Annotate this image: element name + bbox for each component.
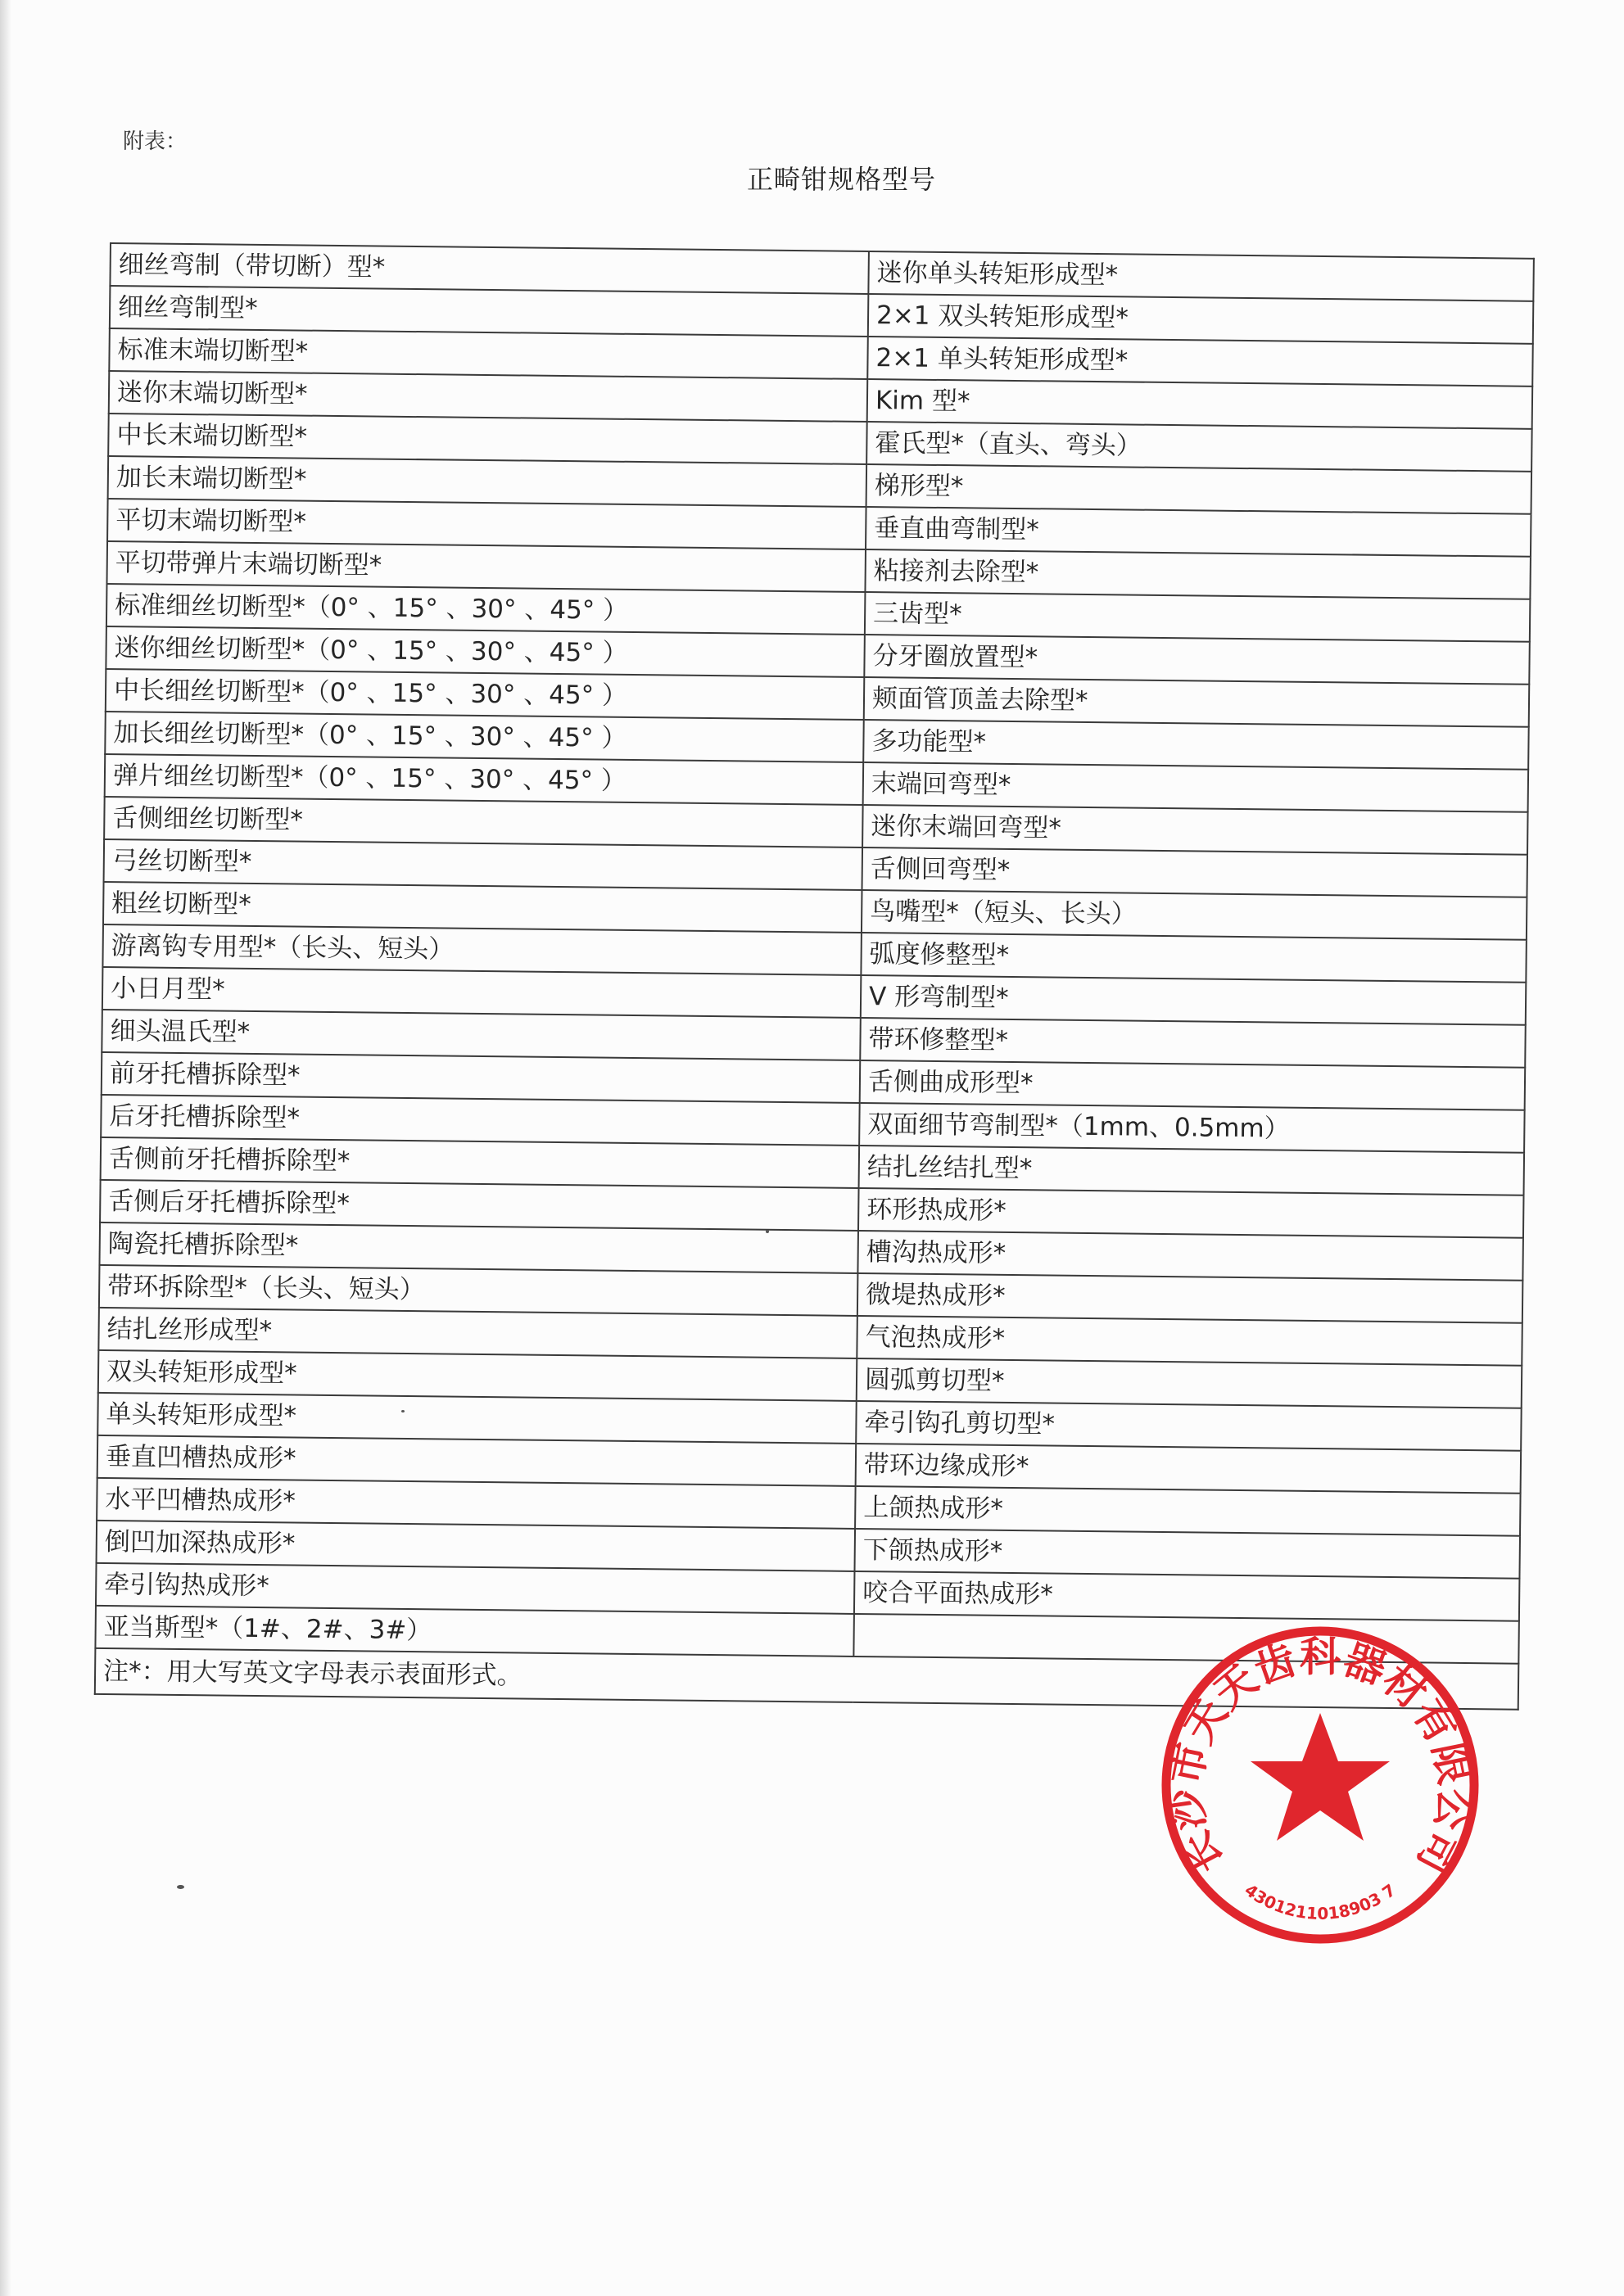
spec-cell-right: 下颌热成形* xyxy=(854,1529,1520,1579)
spec-cell-right: 上颌热成形* xyxy=(855,1486,1521,1536)
spec-cell-right: 粘接剂去除型* xyxy=(865,549,1531,599)
spec-cell-left: 牵引钩热成形* xyxy=(96,1563,855,1614)
spec-cell-right: 微堤热成形* xyxy=(857,1273,1523,1323)
spec-cell-right: 2×1 单头转矩形成型* xyxy=(867,337,1533,386)
company-seal xyxy=(1156,1621,1484,1949)
spec-cell-left: 弓丝切断型* xyxy=(104,839,863,890)
spec-cell-right: 带环修整型* xyxy=(860,1018,1526,1068)
spec-cell-right: 鸟嘴型*（短头、长头） xyxy=(862,890,1527,940)
spec-cell-left: 结扎丝形成型* xyxy=(98,1308,857,1358)
spec-cell-right: 气泡热成形* xyxy=(857,1316,1522,1366)
spec-cell-left: 中长末端切断型* xyxy=(108,414,867,464)
scan-speck xyxy=(766,1230,769,1233)
spec-cell-right: 舌侧回弯型* xyxy=(862,847,1527,897)
spec-cell-right: 双面细节弯制型*（1mm、0.5mm） xyxy=(859,1103,1525,1153)
scan-speck xyxy=(177,1885,184,1889)
spec-cell-right: 弧度修整型* xyxy=(861,933,1527,983)
spec-cell-left: 细头温氏型* xyxy=(102,1010,861,1060)
spec-cell-right: 梯形型* xyxy=(866,464,1532,514)
spec-cell-left: 水平凹槽热成形* xyxy=(97,1478,856,1529)
spec-cell-left: 舌侧前牙托槽拆除型* xyxy=(101,1137,860,1188)
seal-company-name: 长沙市天天齿科器材有限公司 xyxy=(1160,1632,1480,1882)
spec-cell-left: 中长细丝切断型*（0° 、15° 、30° 、45° ） xyxy=(106,669,865,720)
spec-cell-right: V 形弯制型* xyxy=(861,975,1527,1025)
spec-cell-left: 加长细丝切断型*（0° 、15° 、30° 、45° ） xyxy=(105,712,864,762)
spec-cell-right: 霍氏型*（直头、弯头） xyxy=(866,422,1532,472)
spec-cell-left: 单头转矩形成型* xyxy=(97,1393,857,1444)
spec-cell-right: 三齿型* xyxy=(865,592,1531,642)
table-note: 注*：用大写英文字母表示表面形式。 xyxy=(95,1648,1519,1710)
spec-cell-right: 结扎丝结扎型* xyxy=(859,1146,1525,1195)
spec-cell-left: 加长末端切断型* xyxy=(108,456,867,507)
spec-cell-right: 环形热成形* xyxy=(858,1188,1524,1238)
spec-cell-left: 迷你末端切断型* xyxy=(109,371,868,422)
spec-cell-right: 舌侧曲成形型* xyxy=(860,1060,1526,1110)
spec-cell-left: 迷你细丝切断型*（0° 、15° 、30° 、45° ） xyxy=(106,626,865,677)
spec-cell-left: 双头转矩形成型* xyxy=(98,1350,857,1401)
spec-cell-left: 亚当斯型*（1#、2#、3#） xyxy=(95,1606,854,1656)
spec-cell-left: 后牙托槽拆除型* xyxy=(101,1095,860,1146)
spec-cell-left: 细丝弯制（带切断）型* xyxy=(110,243,869,294)
spec-cell-left: 前牙托槽拆除型* xyxy=(102,1052,861,1103)
spec-cell-left: 粗丝切断型* xyxy=(103,882,862,933)
spec-cell-right: 2×1 双头转矩形成型* xyxy=(868,294,1534,344)
spec-cell-left: 游离钩专用型*（长头、短头） xyxy=(102,924,862,975)
spec-cell-right: 分牙圈放置型* xyxy=(864,635,1530,685)
spec-cell-left: 标准细丝切断型*（0° 、15° 、30° 、45° ） xyxy=(106,584,866,635)
spec-cell-right: 圆弧剪切型* xyxy=(857,1358,1522,1408)
spec-cell-right: 牵引钩孔剪切型* xyxy=(856,1401,1522,1451)
spec-cell-left: 舌侧细丝切断型* xyxy=(104,797,863,847)
spec-cell-left: 小日月型* xyxy=(102,967,862,1018)
spec-cell-right: 多功能型* xyxy=(863,720,1529,770)
seal-star-icon xyxy=(1251,1713,1390,1841)
spec-cell-right: 垂直曲弯制型* xyxy=(866,507,1531,557)
spec-cell-right: 末端回弯型* xyxy=(863,762,1529,812)
spec-cell-left: 垂直凹槽热成形* xyxy=(97,1435,857,1486)
spec-cell-left: 平切带弹片末端切断型* xyxy=(106,541,866,592)
attachment-label: 附表： xyxy=(123,129,188,154)
seal-registration-number: 4301211018903 7 xyxy=(1241,1879,1400,1924)
scan-edge-shadow xyxy=(0,0,11,2296)
spec-cell-left: 陶瓷托槽拆除型* xyxy=(99,1223,858,1273)
spec-table xyxy=(94,242,1535,1711)
spec-cell-left: 标准末端切断型* xyxy=(109,328,868,379)
spec-cell-right: 带环边缘成形* xyxy=(856,1444,1522,1494)
spec-cell-left: 平切末端切断型* xyxy=(107,499,866,549)
spec-cell-right: 迷你单头转矩形成型* xyxy=(868,251,1534,301)
spec-cell-left: 弹片细丝切断型*（0° 、15° 、30° 、45° ） xyxy=(105,754,864,805)
spec-cell-left: 带环拆除型*（长头、短头） xyxy=(99,1265,858,1316)
spec-cell-right: 颊面管顶盖去除型* xyxy=(864,677,1530,727)
spec-cell-left: 倒凹加深热成形* xyxy=(97,1521,856,1571)
spec-cell-left: 舌侧后牙托槽拆除型* xyxy=(100,1180,859,1231)
spec-cell-left: 细丝弯制型* xyxy=(110,286,869,337)
spec-cell-right: 迷你末端回弯型* xyxy=(862,805,1528,855)
scan-speck xyxy=(401,1410,405,1412)
spec-cell-right: 咬合平面热成形* xyxy=(854,1571,1520,1621)
spec-cell-right: 槽沟热成形* xyxy=(857,1231,1523,1281)
spec-cell-right: Kim 型* xyxy=(867,379,1533,429)
spec-table-body xyxy=(95,243,1534,1710)
document-title: 正畸钳规格型号 xyxy=(747,164,937,195)
